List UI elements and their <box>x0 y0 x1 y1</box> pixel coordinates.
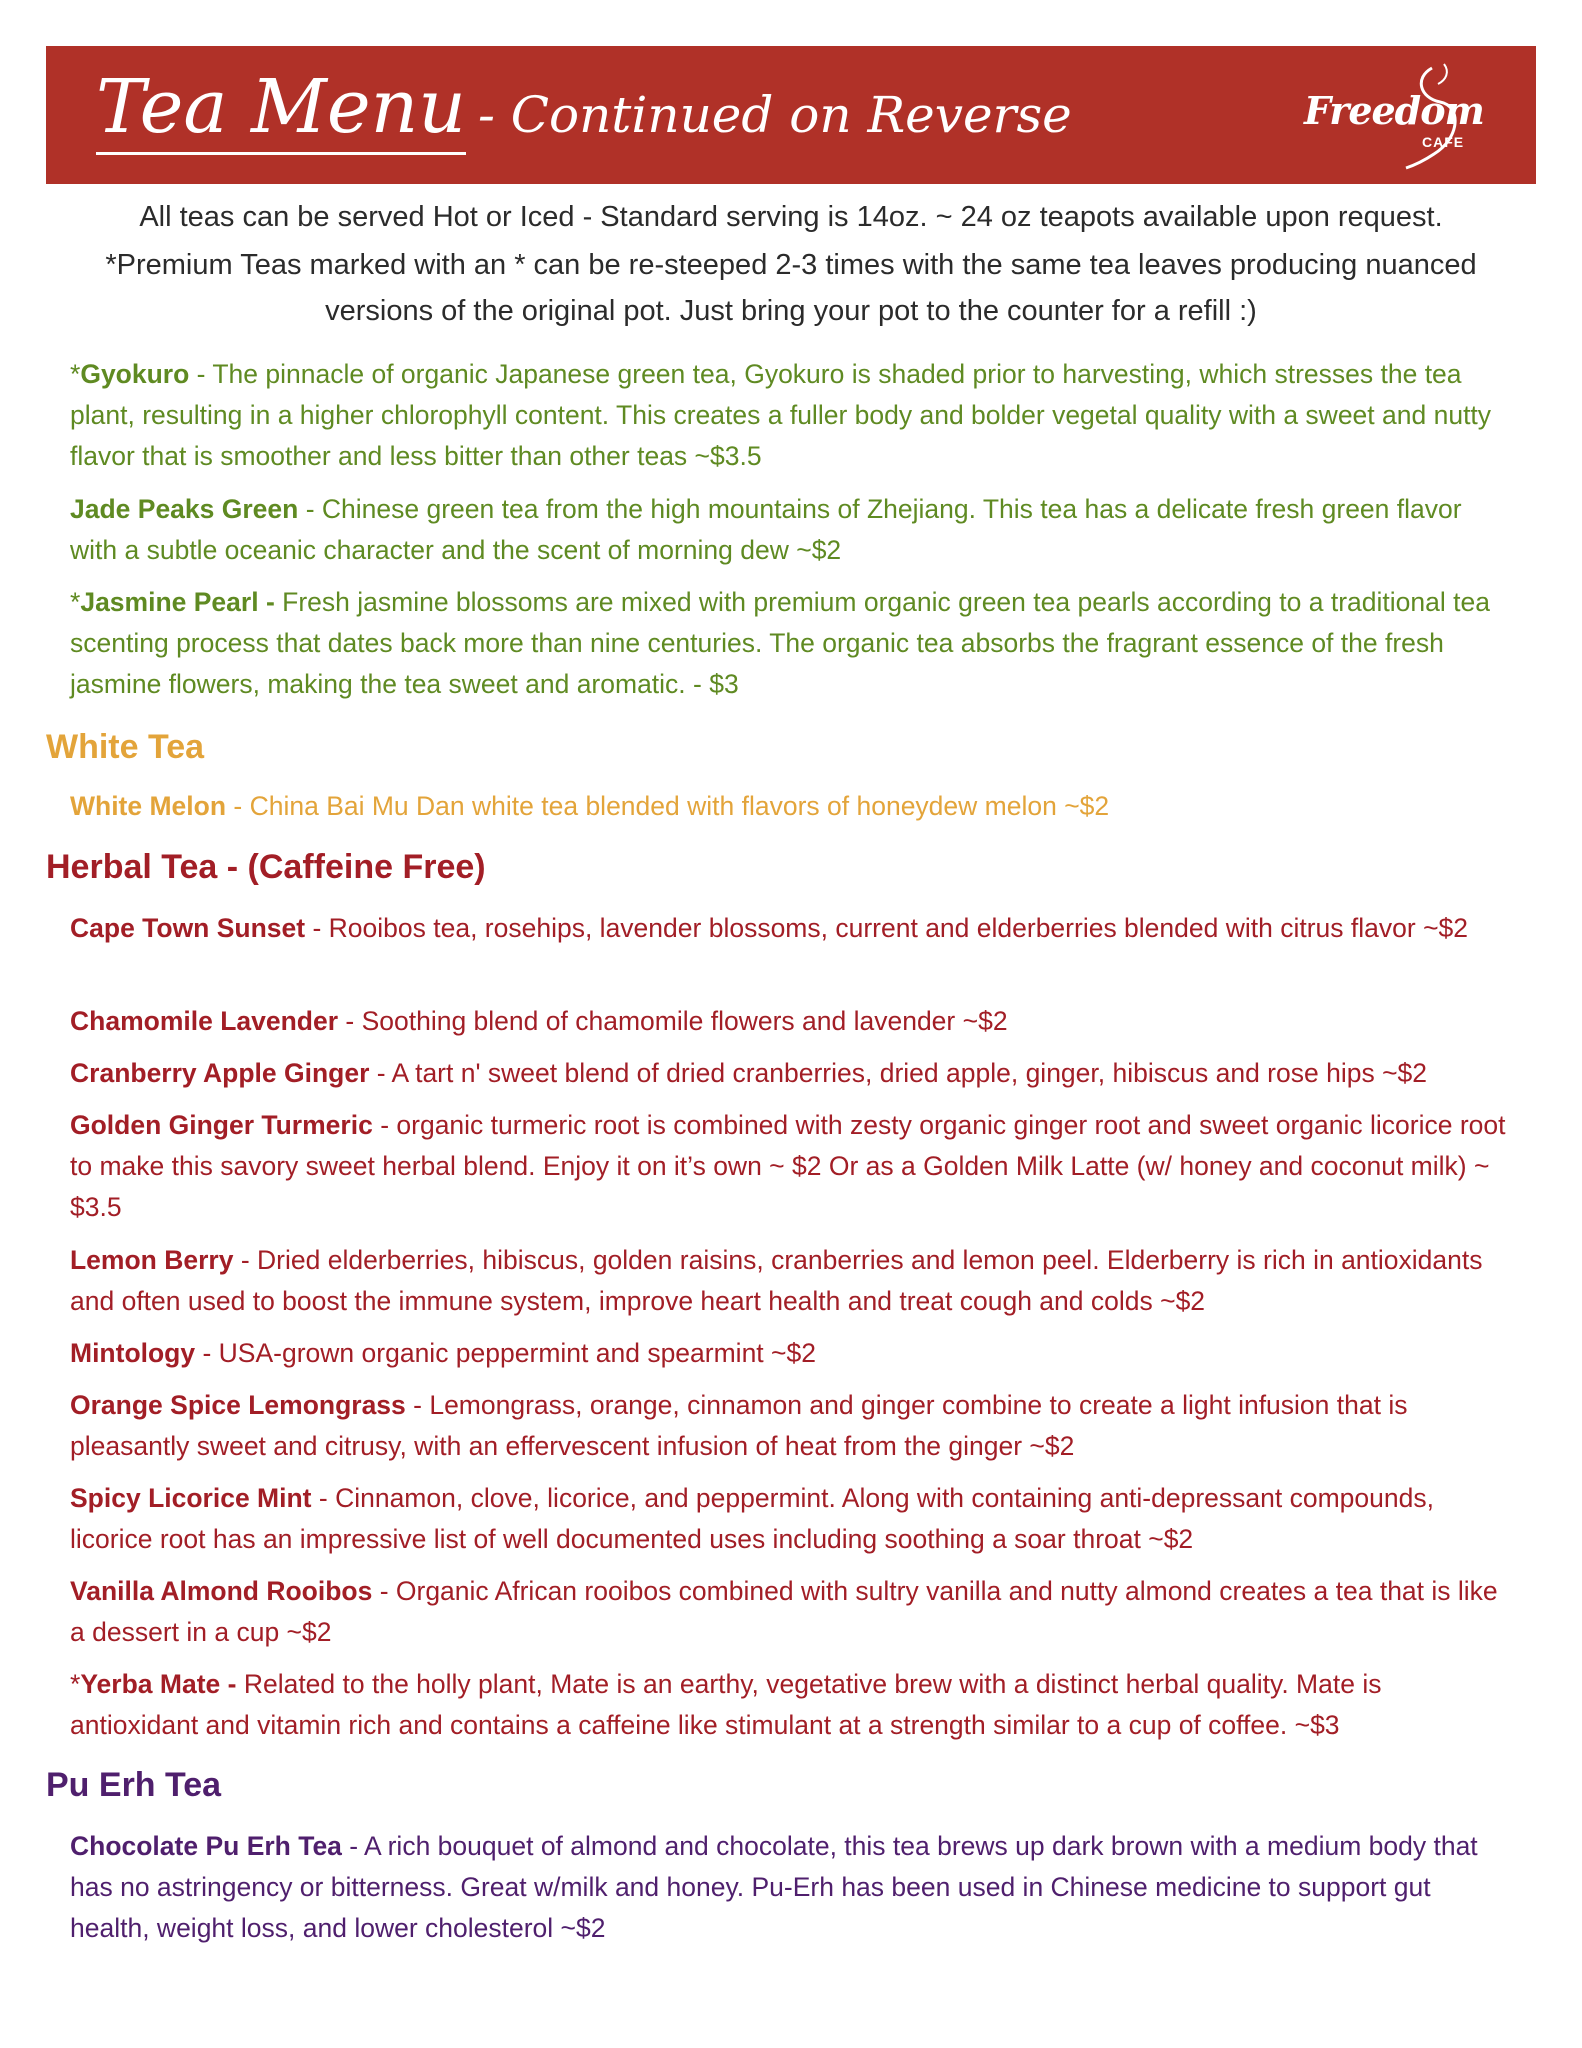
item-name: Mintology <box>70 1338 196 1368</box>
item-name: Spicy Licorice Mint <box>70 1483 312 1513</box>
menu-item-gyokuro <box>70 354 1510 477</box>
section-heading-white-tea: White Tea <box>46 728 205 766</box>
menu-item-vanilla-almond-rooibos <box>70 1571 1510 1653</box>
item-name: Lemon Berry <box>70 1245 234 1275</box>
item-name: Chamomile Lavender <box>70 1006 339 1036</box>
menu-item-orange-spice-lemongrass <box>70 1385 1510 1467</box>
item-description: - Chinese green tea from the high mountains of Zhejiang. This tea has a delicate fresh green flavor with a subtle oceanic character and the scent of morning dew ~$2 <box>70 494 1462 565</box>
item-description: - USA-grown organic peppermint and spearmint ~$2 <box>195 1338 816 1368</box>
freedom-cafe-logo <box>1294 58 1484 170</box>
subtitle-text: - Continued on Reverse <box>477 86 1072 144</box>
menu-item-chamomile-lavender <box>70 1001 1510 1042</box>
item-description: - Cinnamon, clove, licorice, and peppermint. Along with containing anti-depressant compounds, licorice root has an impressive list of well documented uses including soothing a soar throat ~$2 <box>70 1483 1434 1554</box>
item-name: Vanilla Almond Rooibos <box>70 1576 373 1606</box>
item-name: Yerba Mate - <box>80 1669 237 1699</box>
item-name: Golden Ginger Turmeric <box>70 1110 373 1140</box>
item-description: - Soothing blend of chamomile flowers and lavender ~$2 <box>338 1006 1008 1036</box>
item-description: Related to the holly plant, Mate is an earthy, vegetative brew with a distinct herbal quality. Mate is antioxidant and vitamin rich and contains a caffeine like stimulant at a strength similar to a cup of coffee. ~$3 <box>70 1669 1382 1740</box>
serving-info: All teas can be served Hot or Iced - Standard serving is 14oz. ~ 24 oz teapots available upon request. <box>139 201 1443 233</box>
item-name: Jasmine Pearl - <box>80 587 275 617</box>
item-description: - A tart n' sweet blend of dried cranberries, dried apple, ginger, hibiscus and rose hips ~$2 <box>369 1058 1428 1088</box>
logo-wordmark: Freedom <box>1304 88 1484 133</box>
item-name: White Melon <box>70 791 227 821</box>
menu-item-golden-ginger-turmeric <box>70 1105 1510 1228</box>
menu-item-chocolate-pu-erh <box>70 1826 1510 1949</box>
premium-star: * <box>70 359 81 389</box>
item-description: - The pinnacle of organic Japanese green tea, Gyokuro is shaded prior to harvesting, which stresses the tea plant, resulting in a higher chlorophyll content. This creates a fuller body and bolder vegetal quality with a sweet and nutty flavor that is smoother and less bitter than other teas ~$3.5 <box>70 359 1492 471</box>
item-description: - Lemongrass, orange, cinnamon and ginger combine to create a light infusion that is pleasantly sweet and citrusy, with an effervescent infusion of heat from the ginger ~$2 <box>70 1390 1408 1461</box>
item-description: - China Bai Mu Dan white tea blended with flavors of honeydew melon ~$2 <box>226 791 1110 821</box>
menu-item-yerba-mate <box>70 1664 1510 1746</box>
item-name: Cranberry Apple Ginger <box>70 1058 370 1088</box>
section-heading-herbal-tea: Herbal Tea - (Caffeine Free) <box>46 848 486 886</box>
menu-item-lemon-berry <box>70 1240 1510 1322</box>
item-description: - Rooibos tea, rosehips, lavender blossoms, current and elderberries blended with citrus flavor ~$2 <box>305 913 1469 943</box>
item-name: Jade Peaks Green <box>70 494 299 524</box>
page-title <box>96 64 1072 150</box>
title-text: Tea Menu <box>96 64 466 155</box>
menu-item-mintology <box>70 1333 1510 1374</box>
item-name: Chocolate Pu Erh Tea <box>70 1831 342 1861</box>
menu-item-jade-peaks-green <box>70 489 1510 571</box>
menu-item-white-melon <box>70 786 1510 827</box>
menu-item-cape-town-sunset <box>70 908 1510 949</box>
premium-star: * <box>70 1669 81 1699</box>
menu-item-jasmine-pearl <box>70 582 1510 705</box>
item-name: Orange Spice Lemongrass <box>70 1390 406 1420</box>
premium-star: * <box>70 587 81 617</box>
menu-item-cranberry-apple-ginger <box>70 1053 1510 1094</box>
item-description: - Organic African rooibos combined with sultry vanilla and nutty almond creates a tea that is like a dessert in a cup ~$2 <box>70 1576 1498 1647</box>
item-description: - A rich bouquet of almond and chocolate, this tea brews up dark brown with a medium body that has no astringency or bitterness. Great w/milk and honey. Pu-Erh has been used in Chinese medicine to support gut health, weight loss, and lower cholesterol ~$2 <box>70 1831 1478 1943</box>
header-banner <box>46 46 1536 184</box>
menu-item-spicy-licorice-mint <box>70 1478 1510 1560</box>
item-description: - Dried elderberries, hibiscus, golden raisins, cranberries and lemon peel. Elderberry is rich in antioxidants and often used to boost the immune system, improve heart health and treat cough and colds ~$2 <box>70 1245 1483 1316</box>
item-name: Cape Town Sunset <box>70 913 306 943</box>
item-name: Gyokuro <box>80 359 190 389</box>
item-description: Fresh jasmine blossoms are mixed with premium organic green tea pearls according to a traditional tea scenting process that dates back more than nine centuries. The organic tea absorbs the fragrant essence of the fresh jasmine flowers, making the tea sweet and aromatic. - $3 <box>70 587 1490 699</box>
logo-subtext: CAFE <box>1422 134 1465 150</box>
section-heading-pu-erh-tea: Pu Erh Tea <box>46 1766 222 1804</box>
premium-note: *Premium Teas marked with an * can be re-steeped 2-3 times with the same tea leaves producing nuanced versions of the original pot. Just bring your pot to the counter for a refill :) <box>105 249 1477 327</box>
item-description: - organic turmeric root is combined with zesty organic ginger root and sweet organic licorice root to make this savory sweet herbal blend. Enjoy it on it’s own ~ $2 Or as a Golden Milk Latte (w/ honey and coconut milk) ~ $3.5 <box>70 1110 1506 1222</box>
